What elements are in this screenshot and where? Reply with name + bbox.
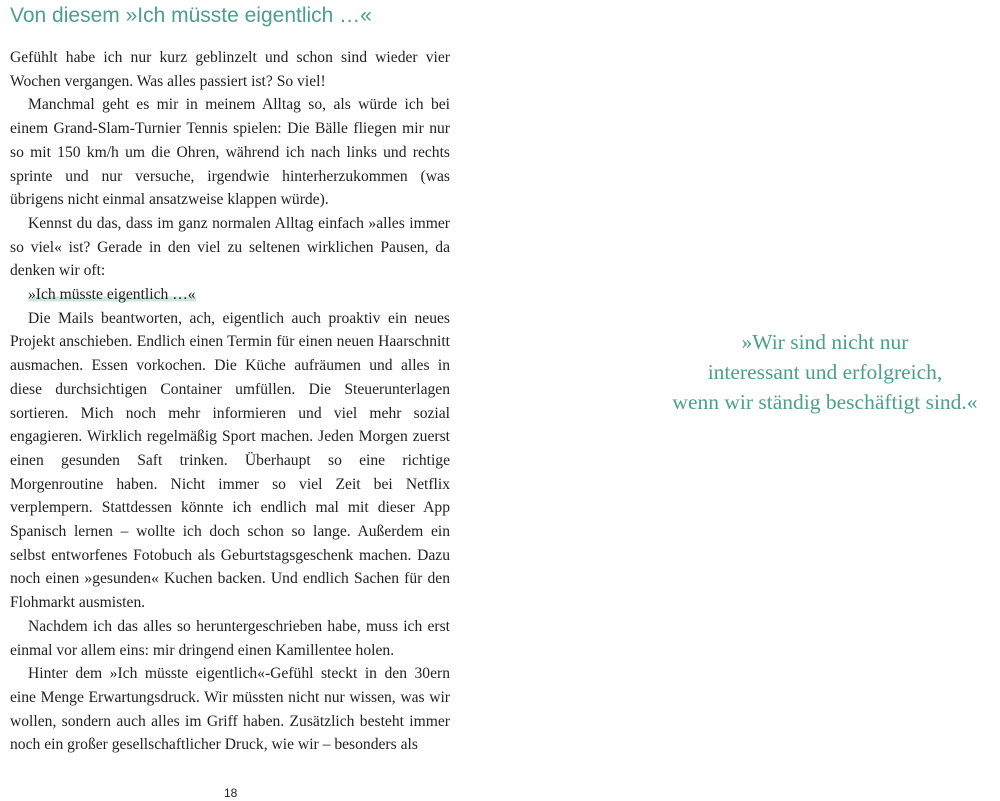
pull-quote-line: interessant und erfolgreich,: [707, 360, 943, 384]
chapter-heading: Von diesem »Ich müsste eigentlich …«: [10, 4, 372, 27]
highlighted-quote-line: [10, 283, 450, 307]
page-number: 18: [224, 786, 238, 800]
paragraph: Kennst du das, dass im ganz normalen Alltag einfach »alles immer so viel« ist? Gerade in den viel zu seltenen wirklichen Pausen, da denken wir oft:: [10, 214, 450, 280]
paragraph: Hinter dem »Ich müsste eigentlich«-Gefühl steckt in den 30ern eine Menge Erwartungsdruck. Wir müssten nicht nur wissen, was wir wollen, sondern auch alles im Griff haben. Zusätzlich besteht immer noch ein großer gesellschaftlicher Druck, wie wir – besonders als: [10, 665, 450, 754]
paragraph: Nachdem ich das alles so heruntergeschrieben habe, muss ich erst einmal vor allem eins: mir dringend einen Kamillentee holen.: [10, 617, 450, 659]
paragraph: Gefühlt habe ich nur kurz geblinzelt und schon sind wieder vier Wochen vergangen. Was alles passiert ist? So viel!: [10, 49, 450, 90]
pull-quote-line: wenn wir ständig beschäftigt sind.«: [672, 390, 978, 414]
paragraph: Manchmal geht es mir in meinem Alltag so, als würde ich bei einem Grand-Slam-Turnier Tennis spielen: Die Bälle fliegen mir nur so mit 150 km/h um die Ohren, während ich nach links und rechts sprinte und nur versuche, irgendwie hinterherzukommen (was übrigens nicht einmal ansatzweise klappen würde).: [10, 96, 450, 209]
highlighted-text: »Ich müsste eigentlich …«: [28, 286, 196, 304]
body-text: [10, 46, 450, 757]
pull-quote-line: »Wir sind nicht nur: [741, 330, 909, 354]
pull-quote: [620, 327, 1000, 417]
paragraph: Die Mails beantworten, ach, eigentlich auch proaktiv ein neues Projekt anschieben. Endlich einen Termin für einen neuen Haarschnitt ausmachen. Essen vorkochen. Die Küche aufräumen und alles in diese durchsichtigen Container umfüllen. Die Steuerunterlagen sortieren. Mich noch mehr informieren und viel mehr sozial engagieren. Wirklich regelmäßig Sport machen. Jeden Morgen zuerst einen gesunden Saft trinken. Überhaupt so eine richtige Morgenroutine haben. Nicht immer so viel Zeit bei Netflix verplempern. Stattdessen könnte ich endlich mal mit dieser App Spanisch lernen – wollte ich doch schon so lange. Außerdem ein selbst entworfenes Fotobuch als Geburtstagsgeschenk machen. Dazu noch einen »gesunden« Kuchen backen. Und endlich Sachen für den Flohmarkt ausmisten.: [10, 309, 450, 612]
